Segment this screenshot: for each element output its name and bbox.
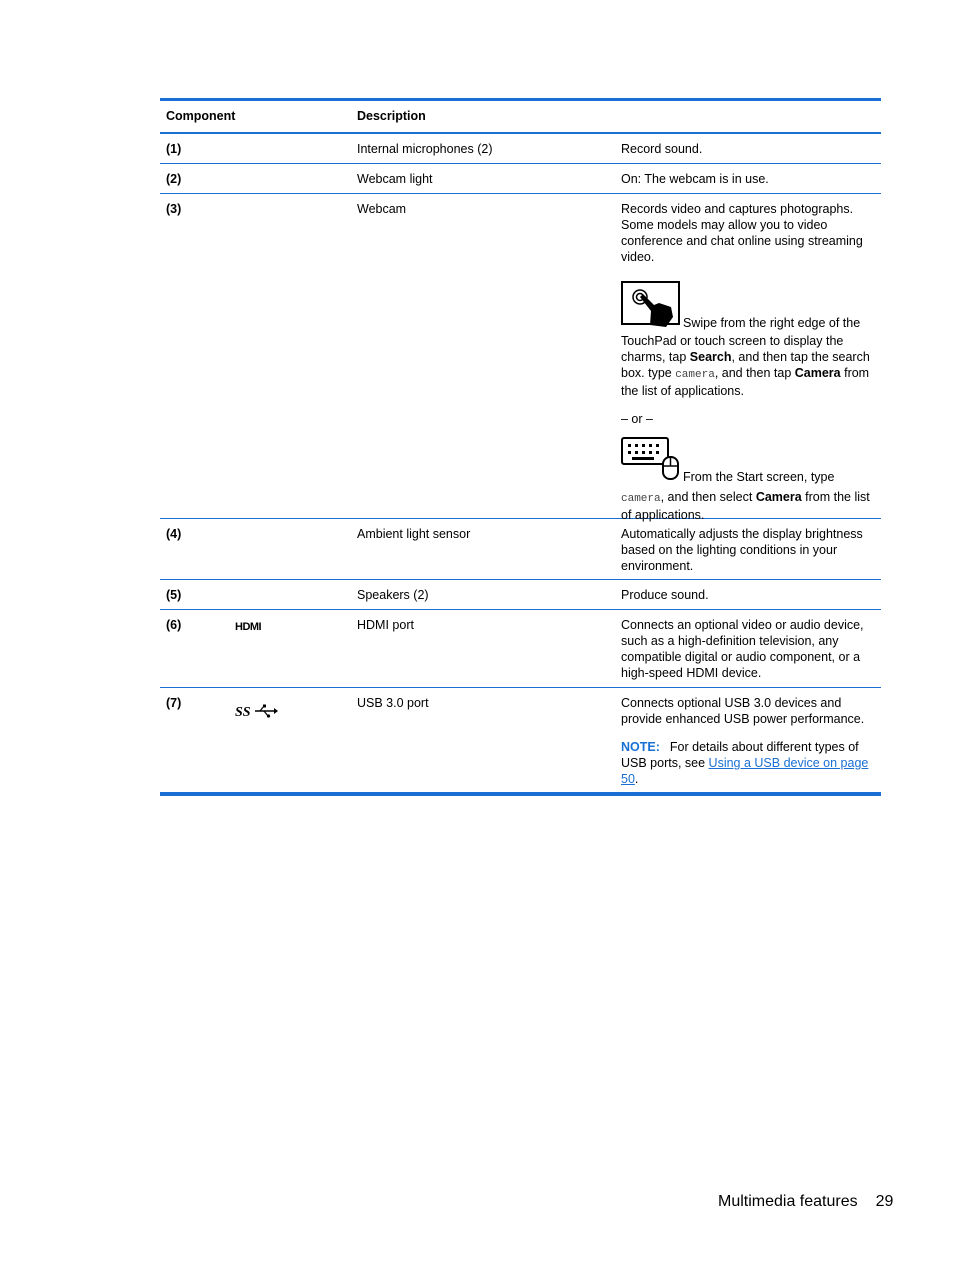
page-number: 29 xyxy=(875,1193,894,1210)
touch-instruction-lead xyxy=(621,281,877,331)
row-number: (4) xyxy=(166,527,182,541)
table-row xyxy=(160,194,881,522)
note-text: For details about different types of USB ports, see xyxy=(621,740,859,770)
usb-device-link[interactable]: Using a USB device on page 50 xyxy=(621,756,869,786)
component-description-block xyxy=(621,695,877,803)
component-description: Records video and captures photographs. Some models may allow you to video conference and chat online using streaming video. xyxy=(621,202,863,264)
keyboard-instruction xyxy=(621,489,877,523)
component-name: Webcam light xyxy=(357,172,433,186)
usb-ss-text: SS xyxy=(235,705,251,720)
note-end: . xyxy=(634,772,639,786)
keyboard-instruction-lead xyxy=(621,437,877,485)
component-description: Record sound. xyxy=(621,142,703,156)
table-row xyxy=(160,164,881,194)
table-row xyxy=(160,134,881,164)
touch-text-4: from the list of applications. xyxy=(621,366,870,398)
camera-code: camera xyxy=(675,369,715,381)
header-description: Description xyxy=(357,109,426,123)
component-name: Ambient light sensor xyxy=(357,527,471,541)
component-description: Connects an optional video or audio device, such as a high-definition television, any compatible digital or audio component, or a high-speed HDMI device. xyxy=(621,618,864,680)
component-description: Connects optional USB 3.0 devices and provide enhanced USB power performance. xyxy=(621,696,865,726)
row-number: (5) xyxy=(166,588,182,602)
page-footer xyxy=(718,1192,893,1212)
touch-text-3: , and then tap xyxy=(714,366,795,380)
camera-code: camera xyxy=(621,493,661,505)
table-row xyxy=(160,519,881,580)
component-name: Internal microphones (2) xyxy=(357,142,493,156)
hdmi-logo-text: HDMI xyxy=(235,621,262,633)
component-description-block xyxy=(621,201,877,539)
keyboard-lead-text: From the Start screen, type xyxy=(683,470,835,484)
table-row xyxy=(160,688,881,792)
camera-app-name: Camera xyxy=(794,366,841,380)
component-description: Produce sound. xyxy=(621,588,709,602)
component-name: USB 3.0 port xyxy=(357,696,429,710)
hdmi-icon xyxy=(234,619,274,637)
search-term: Search xyxy=(689,350,732,364)
or-separator: – or – xyxy=(621,412,653,426)
row-number: (1) xyxy=(166,142,182,156)
touch-instruction xyxy=(621,333,877,399)
touch-gesture-icon xyxy=(621,281,681,331)
component-description: On: The webcam is in use. xyxy=(621,172,769,186)
camera-app-name: Camera xyxy=(755,490,802,504)
table-header-row xyxy=(160,101,881,134)
keyboard-text-2: from the list of applications. xyxy=(621,490,870,522)
touch-lead-text: Swipe from the right edge of the xyxy=(683,316,861,330)
table-row xyxy=(160,580,881,610)
usb-note xyxy=(621,739,877,787)
row-number: (2) xyxy=(166,172,182,186)
keyboard-mouse-icon xyxy=(621,437,681,485)
component-description: Automatically adjusts the display brightness based on the lighting conditions in your environment. xyxy=(621,527,863,573)
component-name: Webcam xyxy=(357,202,407,216)
row-number: (7) xyxy=(166,696,182,710)
header-component: Component xyxy=(166,109,236,123)
touch-text-2: , and then tap the search box. type xyxy=(621,350,870,380)
component-name: Speakers (2) xyxy=(357,588,429,602)
usb-superspeed-icon xyxy=(234,702,278,724)
component-name: HDMI port xyxy=(357,618,414,632)
keyboard-text-1: , and then select xyxy=(660,490,756,504)
table-row xyxy=(160,610,881,688)
row-number: (3) xyxy=(166,202,182,216)
touch-text-1: TouchPad or touch screen to display the charms, tap xyxy=(621,334,844,364)
note-label: NOTE: xyxy=(621,740,660,754)
footer-section-title: Multimedia features xyxy=(718,1193,858,1210)
components-table xyxy=(160,98,881,796)
row-number: (6) xyxy=(166,618,182,632)
